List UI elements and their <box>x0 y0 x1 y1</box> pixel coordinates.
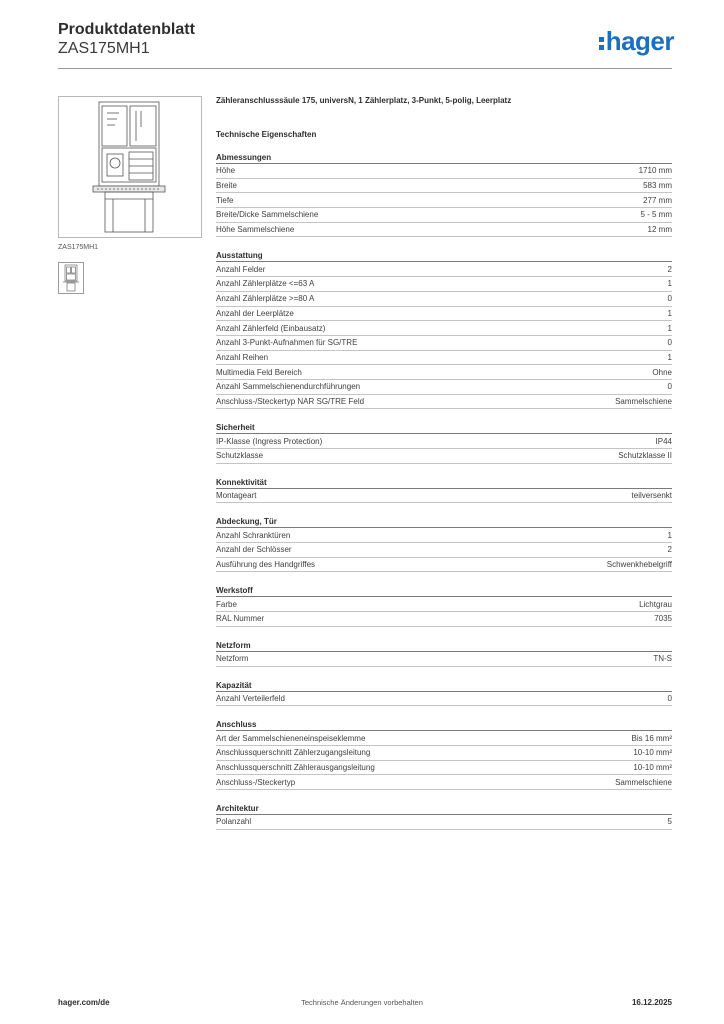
spec-value: 0 <box>667 693 672 703</box>
spec-row <box>216 380 672 395</box>
spec-value: 0 <box>667 338 672 348</box>
logo-dots-icon <box>599 37 604 50</box>
spec-label: Anschluss-/Steckertyp <box>216 777 296 787</box>
spec-row <box>216 365 672 380</box>
spec-value: 1 <box>667 308 672 318</box>
spec-row <box>216 208 672 223</box>
spec-label: Ausführung des Handgriffes <box>216 560 316 570</box>
spec-row <box>216 179 672 194</box>
spec-value: 1710 mm <box>638 166 672 176</box>
spec-value: 0 <box>667 382 672 392</box>
meter-cabinet-drawing <box>59 97 201 237</box>
spec-value: 5 - 5 mm <box>640 210 672 220</box>
spec-label: Multimedia Feld Bereich <box>216 367 302 377</box>
section-title: Konnektivität <box>216 477 672 489</box>
spec-row <box>216 395 672 410</box>
product-specs <box>216 94 672 830</box>
spec-label: Netzform <box>216 654 249 664</box>
section-title: Architektur <box>216 803 672 815</box>
spec-label: Anschlussquerschnitt Zählerausgangsleitung <box>216 762 375 772</box>
spec-label: Anzahl Sammelschienendurchführungen <box>216 382 361 392</box>
spec-label: Höhe <box>216 166 236 176</box>
product-description: Zähleranschlusssäule 175, universN, 1 Zählerplatz, 3-Punkt, 5-polig, Leerplatz <box>216 96 512 105</box>
spec-value: 2 <box>667 545 672 555</box>
spec-row <box>216 193 672 208</box>
spec-value: Ohne <box>652 367 672 377</box>
spec-label: Schutzklasse <box>216 451 264 461</box>
spec-label: Breite <box>216 181 237 191</box>
spec-row <box>216 307 672 322</box>
footer-date: 16.12.2025 <box>631 998 672 1007</box>
spec-label: Art der Sammelschieneneinspeiseklemme <box>216 733 366 743</box>
spec-section <box>216 516 672 572</box>
spec-value: Bis 16 mm² <box>631 733 672 743</box>
spec-section <box>216 422 672 463</box>
spec-value: 1 <box>667 279 672 289</box>
spec-value: Schutzklasse II <box>618 451 672 461</box>
spec-value: Sammelschiene <box>615 777 672 787</box>
spec-value: 1 <box>667 530 672 540</box>
spec-section <box>216 803 672 830</box>
header-divider <box>58 68 672 69</box>
spec-label: Polanzahl <box>216 817 252 827</box>
spec-label: Anzahl Verteilerfeld <box>216 693 285 703</box>
spec-label: Anzahl Zählerfeld (Einbausatz) <box>216 323 326 333</box>
spec-value: 5 <box>667 817 672 827</box>
spec-row <box>216 652 672 667</box>
spec-section <box>216 719 672 790</box>
spec-value: IP44 <box>655 436 672 446</box>
spec-value: Sammelschiene <box>615 396 672 406</box>
product-thumbnail[interactable] <box>58 262 84 294</box>
spec-row <box>216 277 672 292</box>
spec-value: 12 mm <box>647 225 672 235</box>
spec-row <box>216 528 672 543</box>
product-image-caption: ZAS175MH1 <box>58 244 99 251</box>
spec-value: 583 mm <box>643 181 672 191</box>
spec-row <box>216 558 672 573</box>
spec-value: Schwenkhebelgriff <box>606 560 672 570</box>
section-title: Abdeckung, Tür <box>216 516 672 528</box>
section-title: Abmessungen <box>216 152 672 164</box>
spec-label: Höhe Sammelschiene <box>216 225 295 235</box>
spec-value: 277 mm <box>643 195 672 205</box>
footer-website[interactable]: hager.com/de <box>58 998 110 1007</box>
spec-label: Breite/Dicke Sammelschiene <box>216 210 319 220</box>
spec-row <box>216 489 672 504</box>
spec-label: Montageart <box>216 491 257 501</box>
spec-row <box>216 815 672 830</box>
spec-row <box>216 262 672 277</box>
spec-value: 0 <box>667 294 672 304</box>
section-title: Kapazität <box>216 680 672 692</box>
spec-value: 1 <box>667 352 672 362</box>
spec-row <box>216 164 672 179</box>
spec-row <box>216 336 672 351</box>
spec-sections <box>216 152 672 830</box>
spec-value: 10-10 mm² <box>633 748 672 758</box>
spec-label: Anzahl Felder <box>216 264 266 274</box>
spec-label: Anschlussquerschnitt Zählerzugangsleitung <box>216 748 371 758</box>
spec-label: Anzahl der Leerplätze <box>216 308 294 318</box>
spec-value: Lichtgrau <box>639 599 672 609</box>
spec-row <box>216 321 672 336</box>
spec-row <box>216 775 672 790</box>
spec-value: teilversenkt <box>631 491 672 501</box>
spec-row <box>216 692 672 707</box>
spec-row <box>216 449 672 464</box>
spec-section <box>216 477 672 504</box>
spec-section <box>216 640 672 667</box>
spec-value: 7035 <box>654 614 672 624</box>
spec-row <box>216 746 672 761</box>
spec-label: Anzahl Zählerplätze <=63 A <box>216 279 315 289</box>
product-image <box>58 96 202 238</box>
spec-section <box>216 152 672 237</box>
spec-label: Anschluss-/Steckertyp NAR SG/TRE Feld <box>216 396 365 406</box>
spec-row <box>216 612 672 627</box>
spec-row <box>216 351 672 366</box>
spec-row <box>216 731 672 746</box>
spec-row <box>216 761 672 776</box>
hager-logo <box>599 27 674 55</box>
spec-row <box>216 223 672 238</box>
spec-row <box>216 597 672 612</box>
page-title: Produktdatenblatt <box>58 21 195 38</box>
spec-value: 2 <box>667 264 672 274</box>
footer-notice: Technische Änderungen vorbehalten <box>301 998 423 1007</box>
spec-label: Anzahl der Schlösser <box>216 545 292 555</box>
spec-label: Farbe <box>216 599 237 609</box>
technical-properties-heading: Technische Eigenschaften <box>216 130 317 139</box>
spec-label: Anzahl Zählerplätze >=80 A <box>216 294 315 304</box>
spec-value: 10-10 mm² <box>633 762 672 772</box>
spec-label: IP-Klasse (Ingress Protection) <box>216 436 323 446</box>
section-title: Ausstattung <box>216 250 672 262</box>
spec-value: 1 <box>667 323 672 333</box>
spec-label: Tiefe <box>216 195 234 205</box>
spec-label: Anzahl 3-Punkt-Aufnahmen für SG/TRE <box>216 338 358 348</box>
spec-label: RAL Nummer <box>216 614 265 624</box>
spec-section <box>216 585 672 626</box>
section-title: Werkstoff <box>216 585 672 597</box>
spec-label: Anzahl Reihen <box>216 352 269 362</box>
spec-label: Anzahl Schranktüren <box>216 530 291 540</box>
spec-row <box>216 543 672 558</box>
spec-value: TN-S <box>653 654 672 664</box>
section-title: Anschluss <box>216 719 672 731</box>
product-code: ZAS175MH1 <box>58 40 150 57</box>
spec-row <box>216 292 672 307</box>
spec-row <box>216 434 672 449</box>
spec-section <box>216 250 672 409</box>
thumbnail-cabinet-icon <box>59 263 83 293</box>
spec-section <box>216 680 672 707</box>
section-title: Sicherheit <box>216 422 672 434</box>
section-title: Netzform <box>216 640 672 652</box>
logo-text: hager <box>605 26 674 56</box>
